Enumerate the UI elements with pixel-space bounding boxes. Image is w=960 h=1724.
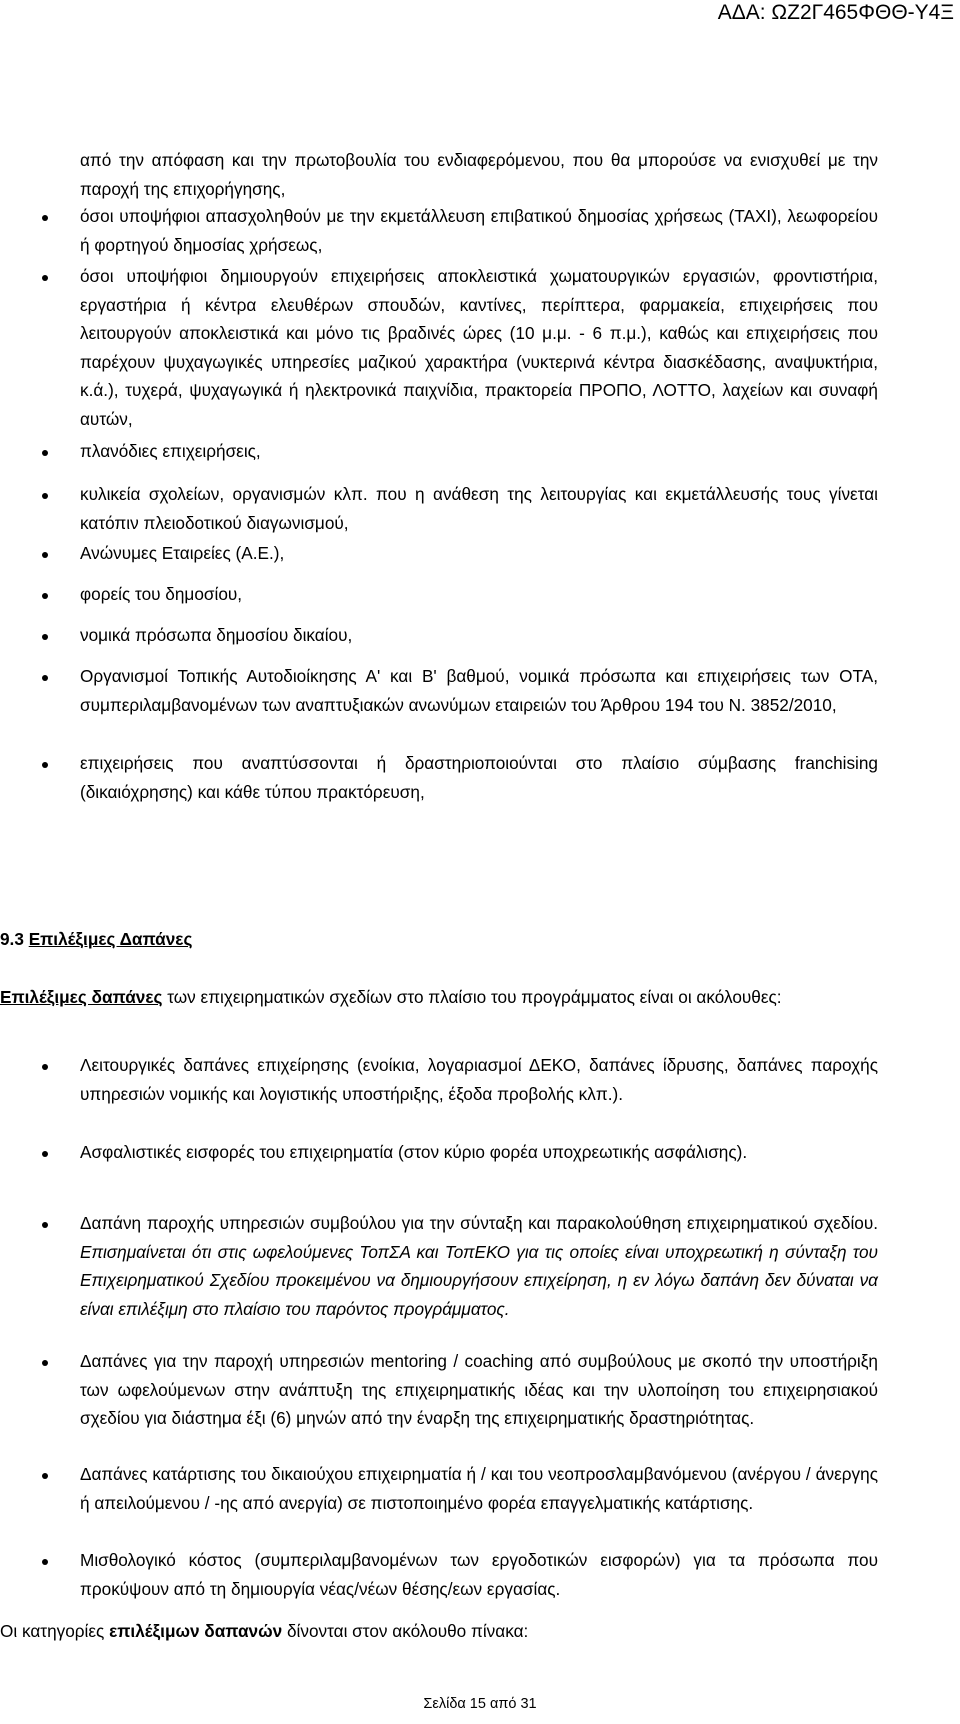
bullet-icon xyxy=(42,493,48,499)
bullet-icon xyxy=(42,275,48,281)
eligible-item: Ασφαλιστικές εισφορές του επιχειρηματία (στον κύριο φορέα υποχρεωτικής ασφάλισης). xyxy=(80,1142,748,1162)
bullet-icon xyxy=(42,1064,48,1070)
bullet-icon xyxy=(42,675,48,681)
exclusion-item: όσοι υποψήφιοι απασχοληθούν με την εκμετάλλευση επιβατικού δημοσίας χρήσεως (ΤΑΧΙ), λεωφορείου ή φορτηγού δημοσίας χρήσεως, xyxy=(80,206,878,255)
exclusion-item: Οργανισμοί Τοπικής Αυτοδιοίκησης Α' και Β' βαθμού, νομικά πρόσωπα και επιχειρήσεις των ΟΤΑ, συμπεριλαμβανομένων των αναπτυξιακών ανωνύμων εταιρειών του Άρθρου 194 του Ν. 3852/2010, xyxy=(80,666,878,715)
eligible-item-note: Επισημαίνεται ότι στις ωφελούμενες ΤοπΣΑ και ΤοπΕΚΟ για τις οποίες είναι υποχρεωτική η σύνταξη του Επιχειρηματικού Σχεδίου προκειμένου να δημιουργήσουν επιχείρηση, η εν λόγω δαπάνη δεν δύναται να είναι επιλέξιμη στο πλαίσιο του παρόντος προγράμματος. xyxy=(80,1241,878,1319)
ada-code: ΑΔΑ: ΩΖ2Γ465ΦΘΘ-Υ4Ξ xyxy=(717,1,954,24)
closing-bold: επιλέξιμων δαπανών xyxy=(109,1621,283,1641)
closing-sentence xyxy=(0,1617,880,1646)
bullet-icon xyxy=(42,1360,48,1366)
eligible-item-text: Δαπάνη παροχής υπηρεσιών συμβούλου για την σύνταξη και παρακολούθηση επιχειρηματικού σχεδίου. xyxy=(80,1213,878,1233)
eligible-intro xyxy=(0,983,880,1012)
bullet-icon xyxy=(42,1151,48,1157)
eligible-item: Λειτουργικές δαπάνες επιχείρησης (ενοίκια, λογαριασμοί ΔΕΚΟ, δαπάνες ίδρυσης, δαπάνες παροχής υπηρεσιών νομικής και λογιστικής υποστήριξης, έξοδα προβολής κλπ.). xyxy=(80,1055,878,1104)
bullet-icon xyxy=(42,1473,48,1479)
section-title: Επιλέξιμες Δαπάνες xyxy=(28,929,193,949)
bullet-icon xyxy=(42,1222,48,1228)
bullet-icon xyxy=(42,1559,48,1565)
exclusion-item: Ανώνυμες Εταιρείες (Α.Ε.), xyxy=(80,543,285,563)
exclusion-item: νομικά πρόσωπα δημοσίου δικαίου, xyxy=(80,625,353,645)
exclusion-item: όσοι υποψήφιοι δημιουργούν επιχειρήσεις αποκλειστικά χωματουργικών εργασιών, φροντιστήρια, εργαστήρια ή κέντρα ελευθέρων σπουδών, καντίνες, περίπτερα, φαρμακεία, επιχειρήσεις που λειτουργούν αποκλειστικά και μόνο τις βραδινές ώρες (10 μ.μ. - 6 π.μ.), καθώς και επιχειρήσεις που παρέχουν ψυχαγωγικές υπηρεσίες μαζικού χαρακτήρα (νυκτερινά κέντρα διασκέδασης, αναψυκτήρια, κ.ά.), τυχερά, ψυχαγωγικά ή ηλεκτρονικά παιχνίδια, πρακτορεία ΠΡΟΠΟ, ΛΟΤΤΟ, λαχείων και συναφή αυτών, xyxy=(80,266,878,429)
eligible-item: Δαπάνες για την παροχή υπηρεσιών mentoring / coaching από συμβούλους με σκοπό την υποστήριξη των ωφελούμενων στην ανάπτυξη της επιχειρηματικής ιδέας και την υλοποίηση του επιχειρησιακού σχεδίου για διάστημα έξι (6) μηνών από την έναρξη της επιχειρηματικής δραστηριότητας. xyxy=(80,1351,878,1429)
section-heading xyxy=(0,925,192,953)
exclusion-item: κυλικεία σχολείων, οργανισμών κλπ. που η ανάθεση της λειτουργίας και εκμετάλλευσής τους γίνεται κατόπιν πλειοδοτικού διαγωνισμού, xyxy=(80,484,878,533)
eligible-item: Μισθολογικό κόστος (συμπεριλαμβανομένων των εργοδοτικών εισφορών) για τα πρόσωπα που προκύψουν από τη δημιουργία νέας/νέων θέσης/εων εργασίας. xyxy=(80,1550,878,1599)
exclusion-item: επιχειρήσεις που αναπτύσσονται ή δραστηριοποιούνται στο πλαίσιο σύμβασης franchising (δικαιόχρησης) και κάθε τύπου πρακτόρευση, xyxy=(80,753,878,802)
closing-after: δίνονται στον ακόλουθο πίνακα: xyxy=(282,1621,529,1641)
eligible-item xyxy=(80,1209,878,1323)
bullet-icon xyxy=(42,215,48,221)
bullet-icon xyxy=(42,593,48,599)
page-number: Σελίδα 15 από 31 xyxy=(423,1696,537,1712)
eligible-intro-bold: Επιλέξιμες δαπάνες xyxy=(0,987,163,1007)
section-number: 9.3 xyxy=(0,929,24,949)
eligible-intro-rest: των επιχειρηματικών σχεδίων στο πλαίσιο του προγράμματος είναι οι ακόλουθες: xyxy=(162,987,782,1007)
bullet-icon xyxy=(42,762,48,768)
exclusion-item: πλανόδιες επιχειρήσεις, xyxy=(80,441,261,461)
intro-continuation: από την απόφαση και την πρωτοβουλία του ενδιαφερόμενου, που θα μπορούσε να ενισχυθεί με την παροχή της επιχορήγησης, xyxy=(80,150,878,199)
bullet-icon xyxy=(42,450,48,456)
exclusion-item: φορείς του δημοσίου, xyxy=(80,584,243,604)
bullet-icon xyxy=(42,634,48,640)
closing-before: Οι κατηγορίες xyxy=(0,1621,110,1641)
eligible-item: Δαπάνες κατάρτισης του δικαιούχου επιχειρηματία ή / και του νεοπροσλαμβανόμενου (ανέργου / άνεργης ή απειλούμενου / -ης από ανεργία) σε πιστοποιημένο φορέα επαγγελματικής κατάρτισης. xyxy=(80,1464,878,1513)
bullet-icon xyxy=(42,552,48,558)
